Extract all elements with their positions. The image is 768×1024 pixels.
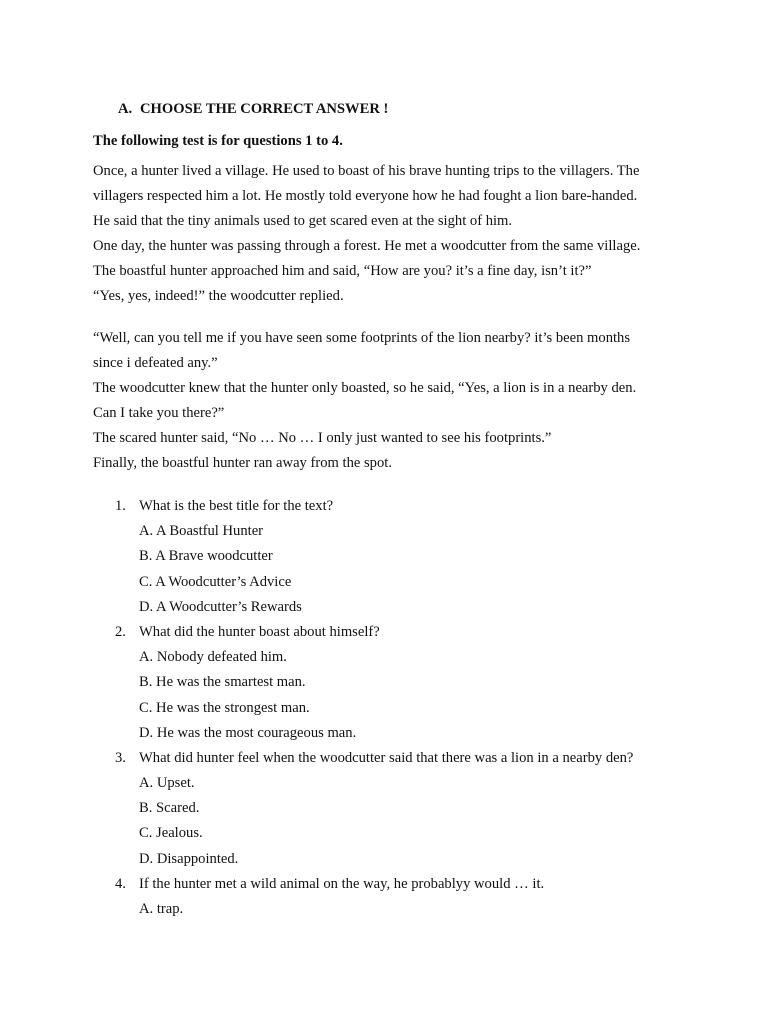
answer-option: D. Disappointed. (139, 850, 239, 867)
answer-option: B. A Brave woodcutter (139, 548, 273, 565)
answer-option: A. Upset. (139, 775, 195, 792)
passage-line: One day, the hunter was passing through a forest. He met a woodcutter from the same village. (93, 238, 641, 254)
passage-paragraph-2 (93, 326, 693, 476)
answer-option: B. He was the smartest man. (139, 674, 306, 691)
passage-line: since i defeated any.” (93, 355, 218, 371)
question-2 (0, 620, 768, 746)
question-text: What is the best title for the text? (139, 498, 334, 514)
answer-option: C. Jealous. (139, 825, 203, 842)
answer-option: C. A Woodcutter’s Advice (139, 573, 292, 590)
question-3 (0, 746, 768, 872)
passage-line: The woodcutter knew that the hunter only boasted, so he said, “Yes, a lion is in a nearby den. (93, 380, 637, 396)
passage-line: villagers respected him a lot. He mostly told everyone how he had fought a lion bare-handed. (93, 188, 638, 204)
passage-line: The boastful hunter approached him and said, “How are you? it’s a fine day, isn’t it?” (93, 263, 592, 279)
answer-option: B. Scared. (139, 800, 200, 817)
answer-option: C. He was the strongest man. (139, 699, 310, 716)
section-heading (118, 101, 388, 118)
answer-option: A. trap. (139, 901, 184, 917)
passage-paragraph-1 (93, 159, 693, 309)
question-number: 3. (115, 749, 126, 766)
passage-line: Can I take you there?” (93, 405, 225, 421)
question-number: 4. (115, 875, 126, 892)
passage-line: Finally, the boastful hunter ran away from the spot. (93, 455, 392, 471)
answer-option: D. A Woodcutter’s Rewards (139, 598, 302, 615)
question-number: 1. (115, 498, 126, 514)
question-text: If the hunter met a wild animal on the way, he probablyy would … it. (139, 875, 545, 892)
answer-option: D. He was the most courageous man. (139, 724, 357, 741)
passage-line: The scared hunter said, “No … No … I only just wanted to see his footprints.” (93, 430, 552, 446)
question-number: 2. (115, 623, 126, 640)
question-stem (0, 620, 768, 645)
passage-line: He said that the tiny animals used to get scared even at the sight of him. (93, 213, 513, 229)
question-stem (0, 494, 768, 519)
question-stem (0, 746, 768, 771)
passage-instruction: The following test is for questions 1 to 4. (93, 133, 343, 149)
passage-line: Once, a hunter lived a village. He used to boast of his brave hunting trips to the villagers. The (93, 163, 640, 179)
question-1 (0, 494, 768, 620)
question-stem (0, 872, 768, 897)
question-text: What did hunter feel when the woodcutter said that there was a lion in a nearby den? (139, 749, 634, 766)
section-letter: A. (118, 101, 133, 117)
answer-option: A. A Boastful Hunter (139, 523, 264, 540)
question-4 (0, 872, 768, 922)
answer-option: A. Nobody defeated him. (139, 649, 287, 666)
question-text: What did the hunter boast about himself? (139, 623, 380, 640)
passage-line: “Yes, yes, indeed!” the woodcutter replied. (93, 288, 344, 304)
question-list (0, 494, 768, 922)
section-title: CHOOSE THE CORRECT ANSWER ! (140, 101, 389, 117)
passage-line: “Well, can you tell me if you have seen some footprints of the lion nearby? it’s been months (93, 330, 631, 346)
